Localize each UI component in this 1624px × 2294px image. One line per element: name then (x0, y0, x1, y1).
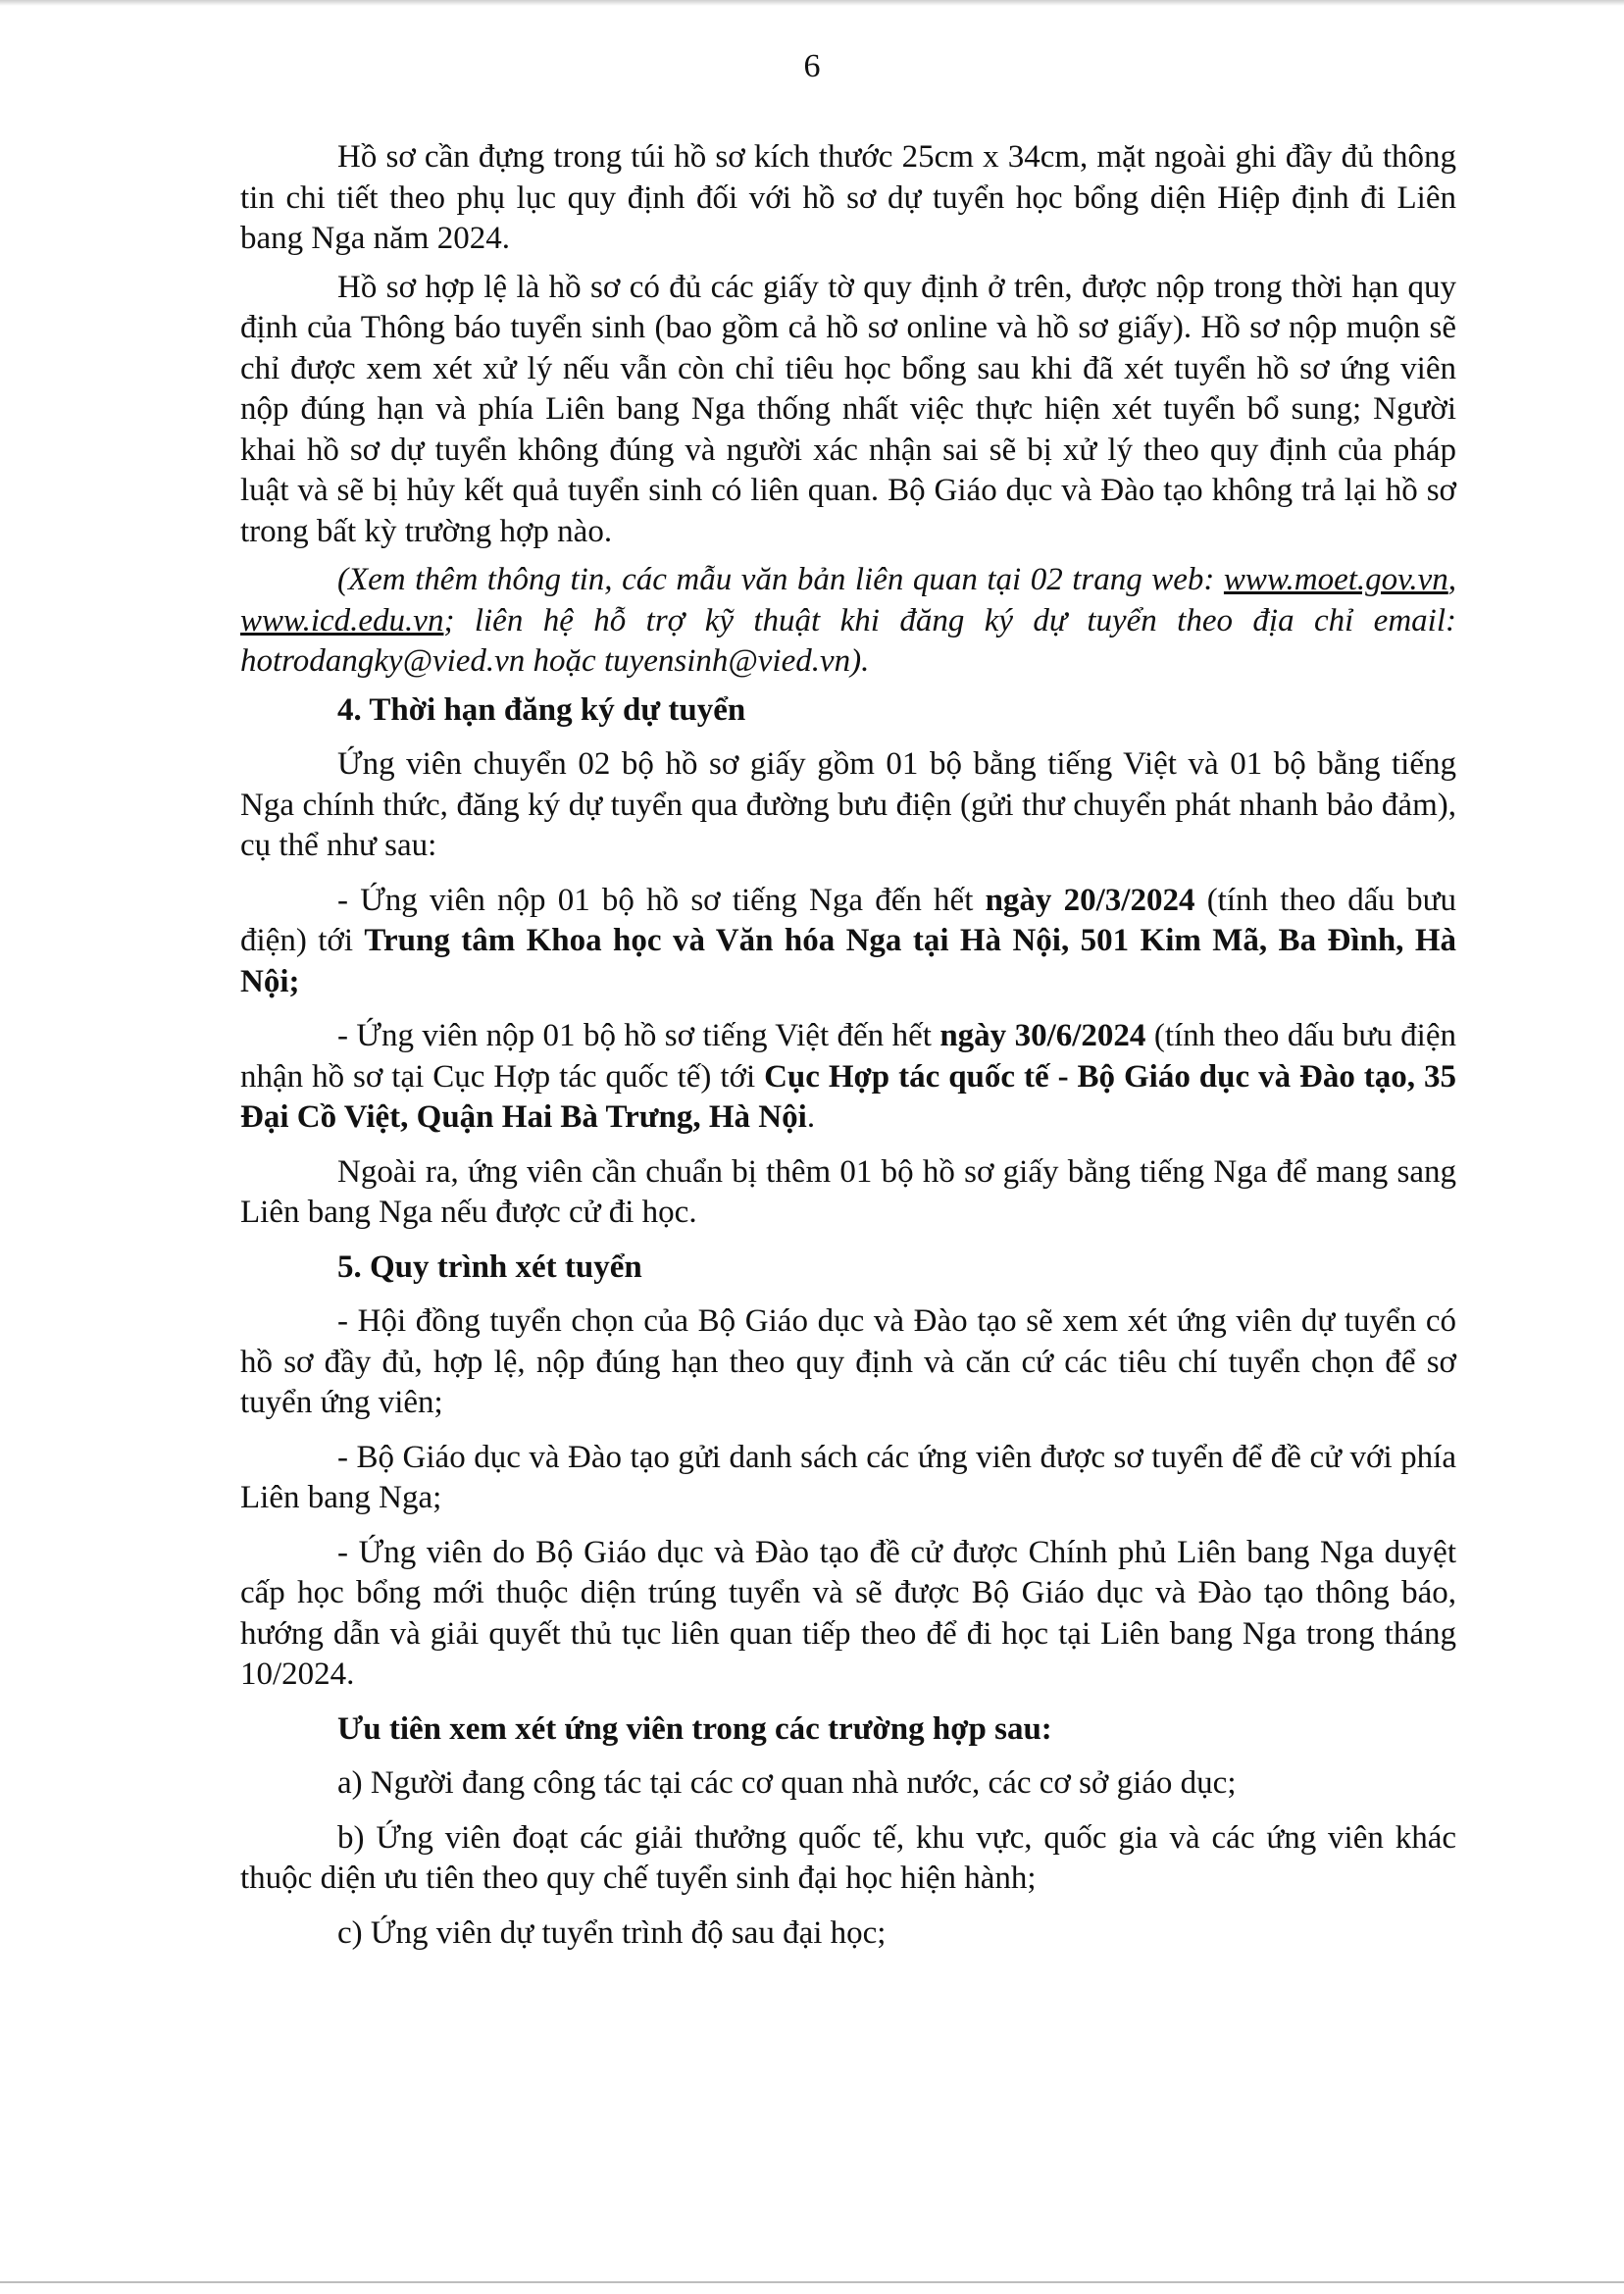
russian-deadline: ngày 20/3/2024 (985, 882, 1195, 918)
priority-item-b: b) Ứng viên đoạt các giải thưởng quốc tế, khu vực, quốc gia và các ứng viên khác thuộc diện ưu tiên theo quy chế tuyển sinh đại học hiện hành; (240, 1819, 1456, 1896)
priority-item-c: c) Ứng viên dự tuyển trình độ sau đại học; (337, 1914, 887, 1951)
paragraph-envelope: Hồ sơ cần đựng trong túi hồ sơ kích thước 25cm x 34cm, mặt ngoài ghi đầy đủ thông tin chi tiết theo phụ lục quy định đối với hồ sơ dự tuyển học bổng diện Hiệp định đi Liên bang Nga năm 2024. (240, 139, 1456, 256)
paragraph-extra-set: Ngoài ra, ứng viên cần chuẩn bị thêm 01 bộ hồ sơ giấy bằng tiếng Nga để mang sang Liên bang Nga nếu được cử đi học. (240, 1153, 1456, 1230)
vietnamese-dossier-end: . (806, 1099, 816, 1135)
russian-center-address: Trung tâm Khoa học và Văn hóa Nga tại Hà Nội, 501 Kim Mã, Ba Đình, Hà Nội; (240, 923, 1457, 999)
paragraph-submission: Ứng viên chuyển 02 bộ hồ sơ giấy gồm 01 bộ bằng tiếng Việt và 01 bộ bằng tiếng Nga chính thức, đăng ký dự tuyển qua đường bưu điện (gửi thư chuyển phát nhanh bảo đảm), cụ thể như sau: (240, 746, 1456, 863)
link-icd[interactable]: www.icd.edu.vn (240, 602, 444, 638)
more-info-separator: , (1447, 562, 1456, 597)
paragraph-russian-dossier (240, 881, 1456, 1003)
icd-address: Cục Hợp tác quốc tế - Bộ Giáo dục và Đào tạo, 35 Đại Cồ Việt, Quận Hai Bà Trưng, Hà Nội (240, 1058, 1456, 1135)
priority-heading: Ưu tiên xem xét ứng viên trong các trường hợp sau: (337, 1710, 1052, 1747)
priority-item-a: a) Người đang công tác tại các cơ quan nhà nước, các cơ sở giáo dục; (337, 1765, 1237, 1801)
section-heading-4: 4. Thời hạn đăng ký dự tuyển (337, 691, 746, 728)
paragraph-selection-council: - Hội đồng tuyển chọn của Bộ Giáo dục và Đào tạo sẽ xem xét ứng viên dự tuyển có hồ sơ đầy đủ, hợp lệ, nộp đúng hạn theo quy định và căn cứ các tiêu chí tuyển chọn để sơ tuyển ứng viên; (240, 1303, 1456, 1420)
paragraph-valid-dossier: Hồ sơ hợp lệ là hồ sơ có đủ các giấy tờ quy định ở trên, được nộp trong thời hạn quy định của Thông báo tuyển sinh (bao gồm cả hồ sơ online và hồ sơ giấy). Hồ sơ nộp muộn sẽ chỉ được xem xét xử lý nếu vẫn còn chỉ tiêu học bổng sau khi đã xét tuyển hồ sơ ứng viên nộp đúng hạn và phía Liên bang Nga thống nhất việc thực hiện xét tuyển bổ sung; Người khai hồ sơ dự tuyển không đúng và người xác nhận sai sẽ bị xử lý theo quy định của pháp luật và sẽ bị hủy kết quả tuyển sinh có liên quan. Bộ Giáo dục và Đào tạo không trả lại hồ sơ trong bất kỳ trường hợp nào. (240, 269, 1456, 549)
scan-edge-top (0, 0, 1624, 6)
vietnamese-dossier-text: - Ứng viên nộp 01 bộ hồ sơ tiếng Việt đến hết (337, 1018, 940, 1053)
russian-dossier-text: - Ứng viên nộp 01 bộ hồ sơ tiếng Nga đến hết (337, 882, 986, 918)
document-body (240, 137, 1456, 1967)
section-heading-5: 5. Quy trình xét tuyển (337, 1249, 642, 1285)
link-moet[interactable]: www.moet.gov.vn (1223, 562, 1448, 597)
page-number: 6 (803, 48, 821, 84)
paragraph-nomination-list: - Bộ Giáo dục và Đào tạo gửi danh sách các ứng viên được sơ tuyển để đề cử với phía Liên bang Nga; (240, 1439, 1456, 1515)
more-info-contact: ; liên hệ hỗ trợ kỹ thuật khi đăng ký dự tuyển theo địa chỉ email: hotrodangky@vied.vn hoặc tuyensinh@vied.vn). (240, 602, 1456, 679)
paragraph-vietnamese-dossier (240, 1016, 1456, 1139)
more-info-text: (Xem thêm thông tin, các mẫu văn bản liên quan tại 02 trang web: (337, 562, 1224, 597)
vietnamese-deadline: ngày 30/6/2024 (939, 1018, 1146, 1053)
paragraph-more-info (240, 560, 1456, 683)
russian-postmark-text: (tính theo dấu bưu điện) tới (240, 882, 1456, 958)
vietnamese-postmark-text: (tính theo dấu bưu điện nhận hồ sơ tại Cục Hợp tác quốc tế) tới (240, 1018, 1456, 1095)
paragraph-approval: - Ứng viên do Bộ Giáo dục và Đào tạo đề cử được Chính phủ Liên bang Nga duyệt cấp học bổng mới thuộc diện trúng tuyển và sẽ được Bộ Giáo dục và Đào tạo thông báo, hướng dẫn và giải quyết thủ tục liên quan tiếp theo để đi học tại Liên bang Nga trong tháng 10/2024. (240, 1534, 1456, 1692)
scan-edge-bottom (0, 2281, 1624, 2283)
